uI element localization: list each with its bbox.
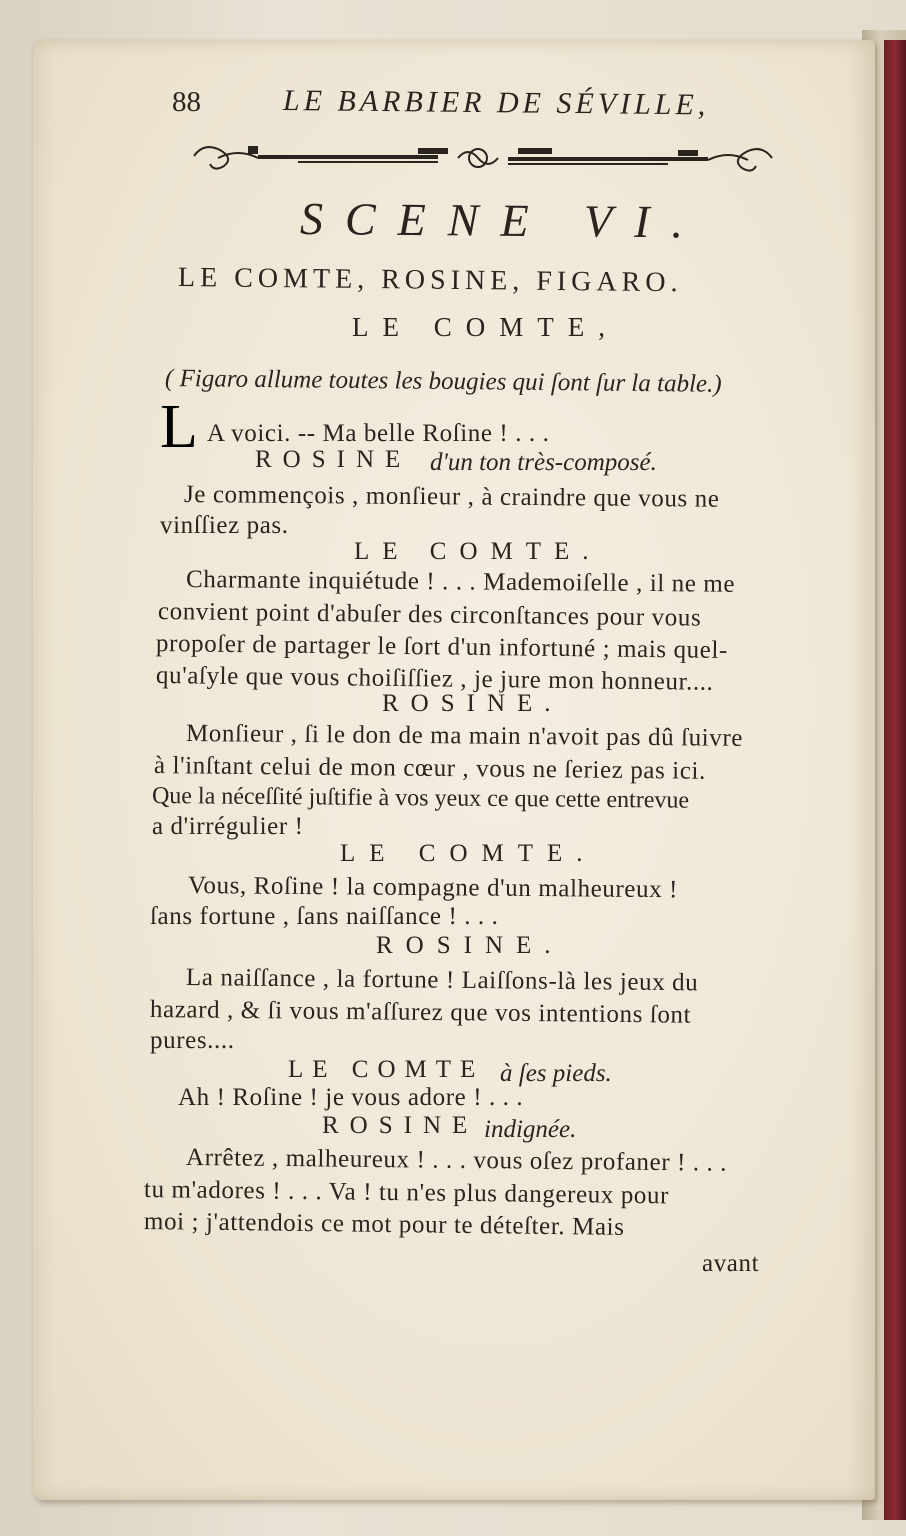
dialogue-line: Ah ! Roſine ! je vous adore ! . . .	[178, 1084, 524, 1111]
dialogue-line: vinſſiez pas.	[160, 512, 289, 539]
dialogue-line: Je commençois , monſieur , à craindre que vous ne	[183, 481, 720, 513]
speaker-label: ROSINE	[322, 1112, 479, 1139]
running-head: LE BARBIER DE SÉVILLE,	[282, 84, 710, 122]
page-number: 88	[172, 86, 201, 118]
speaker-label: LE COMTE,	[352, 312, 619, 342]
dialogue-line: a d'irrégulier !	[152, 813, 304, 840]
dialogue-line: moi ; j'attendois ce mot pour te déteſter. Mais	[143, 1208, 625, 1241]
speaker-label: ROSINE	[255, 446, 412, 473]
catchword: avant	[702, 1250, 760, 1277]
speaker-label: ROSINE.	[376, 932, 564, 959]
book-spine	[884, 40, 906, 1520]
speaker-label: ROSINE.	[382, 690, 563, 717]
dialogue-line: convient point d'abuſer des circonſtances pour vous	[157, 598, 702, 632]
speaker-label: LE COMTE	[288, 1056, 485, 1083]
dialogue-line: qu'aſyle que vous choiſiſſiez , je jure mon honneur....	[155, 662, 714, 696]
scene-title: SCENE VI.	[299, 193, 706, 248]
dialogue-line: Arrêtez , malheureux ! . . . vous oſez profaner ! . . .	[185, 1144, 728, 1177]
dialogue-line: Monſieur , ſi le don de ma main n'avoit pas dû ſuivre	[185, 720, 744, 752]
drop-cap: L	[160, 393, 198, 461]
dialogue-line: hazard , & ſi vous m'aſſurez que vos intentions ſont	[149, 996, 692, 1029]
dialogue-line: propoſer de partager le ſort d'un infortuné ; mais quel-	[155, 630, 729, 664]
dialogue-line: La naiſſance , la fortune ! Laiſſons-là les jeux du	[185, 964, 699, 997]
dialogue-line: Vous, Roſine ! la compagne d'un malheureux !	[187, 872, 679, 904]
stage-direction: ( Figaro allume toutes les bougies qui ſont ſur la table.)	[164, 365, 722, 398]
speaker-label: LE COMTE.	[354, 538, 602, 565]
stage-direction: à ſes pieds.	[500, 1060, 612, 1087]
dialogue-line: Charmante inquiétude ! . . . Mademoiſelle , il ne me	[185, 566, 736, 598]
dialogue-line: à l'inſtant celui de mon cœur , vous ne ſeriez pas ici.	[153, 752, 707, 785]
speaker-label: LE COMTE.	[340, 840, 597, 867]
stage-direction: indignée.	[484, 1116, 577, 1143]
dialogue-line: Que la néceſſité juſtifie à vos yeux ce que cette entrevue	[151, 783, 690, 814]
dialogue-line: pures....	[150, 1027, 235, 1054]
ornament-rule	[188, 136, 778, 186]
scene-characters: LE COMTE, ROSINE, FIGARO.	[177, 262, 683, 299]
dialogue-line: tu m'adores ! . . . Va ! tu n'es plus dangereux pour	[143, 1176, 670, 1210]
dialogue-line: A voici. -- Ma belle Roſine ! . . .	[207, 420, 550, 447]
stage-direction: d'un ton très-composé.	[430, 449, 657, 476]
dialogue-line: ſans fortune , ſans naiſſance ! . . .	[150, 903, 499, 930]
